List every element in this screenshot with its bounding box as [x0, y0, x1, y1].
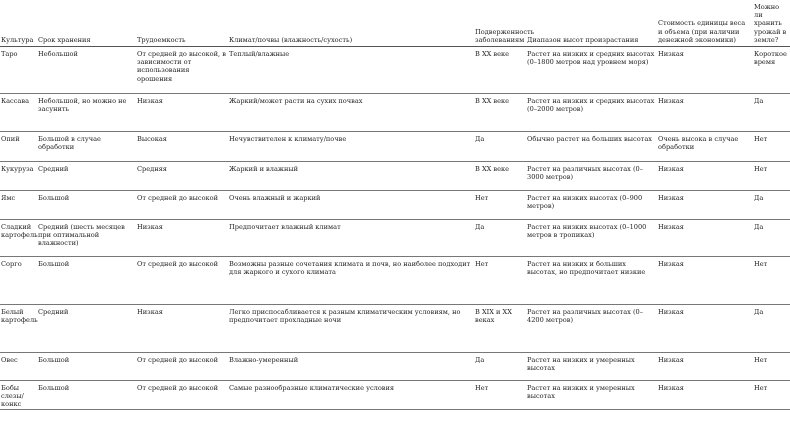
cell-altitude: Растет на низких и умеренных высотах: [526, 381, 657, 410]
cell-labor: Низкая: [136, 220, 228, 257]
cell-store: Нет: [753, 353, 790, 381]
cell-altitude: Растет на различных высотах (0–3000 метров): [526, 162, 657, 191]
cell-disease: В XX веке: [474, 94, 526, 132]
cell-shelf-life: Большой: [37, 257, 136, 305]
table-row: [0, 162, 790, 191]
cell-disease: Да: [474, 353, 526, 381]
header-crop: Культура: [0, 0, 37, 47]
cell-cost: Низкая: [657, 381, 753, 410]
header-shelf-life: Срок хранения: [37, 0, 136, 47]
cell-disease: Да: [474, 220, 526, 257]
cell-crop: Белый картофель: [0, 305, 37, 353]
cell-climate: Нечувствителен к климату/почве: [228, 132, 474, 162]
cell-disease: Нет: [474, 381, 526, 410]
cell-climate: Легко приспосабливается к разным климатическим условиям, но предпочитает прохладные ночи: [228, 305, 474, 353]
cell-shelf-life: Средний (шесть месяцев при оптимальной влажности): [37, 220, 136, 257]
cell-climate: Самые разнообразные климатические условия: [228, 381, 474, 410]
header-cost: Стоимость единицы веса и объема (при наличии денежной экономики): [657, 0, 753, 47]
cell-labor: Низкая: [136, 305, 228, 353]
cell-store: Да: [753, 94, 790, 132]
cell-labor: От средней до высокой: [136, 353, 228, 381]
cell-cost: Низкая: [657, 162, 753, 191]
header-row: [0, 0, 790, 47]
cell-store: Да: [753, 305, 790, 353]
cell-shelf-life: Большой в случае обработки: [37, 132, 136, 162]
cell-cost: Низкая: [657, 220, 753, 257]
cell-climate: Очень влажный и жаркий: [228, 191, 474, 220]
cell-disease: Нет: [474, 257, 526, 305]
cell-labor: От средней до высокой, в зависимости от использования орошения: [136, 47, 228, 94]
cell-cost: Низкая: [657, 47, 753, 94]
cell-labor: От средней до высокой: [136, 381, 228, 410]
cell-altitude: Обычно растет на больших высотах: [526, 132, 657, 162]
header-climate: Климат/почвы (влажность/сухость): [228, 0, 474, 47]
cell-store: Короткое время: [753, 47, 790, 94]
cell-cost: Низкая: [657, 305, 753, 353]
cell-crop: Таро: [0, 47, 37, 94]
cell-store: Нет: [753, 257, 790, 305]
cell-disease: В XIX и XX веках: [474, 305, 526, 353]
cell-cost: Низкая: [657, 191, 753, 220]
cell-crop: Ямс: [0, 191, 37, 220]
cell-store: Да: [753, 191, 790, 220]
cell-cost: Низкая: [657, 257, 753, 305]
cell-disease: В XX веке: [474, 47, 526, 94]
cell-cost: Очень высока в случае обработки: [657, 132, 753, 162]
table-row: [0, 47, 790, 94]
table-row: [0, 132, 790, 162]
cell-store: Нет: [753, 381, 790, 410]
cell-labor: Средняя: [136, 162, 228, 191]
cell-labor: От средней до высокой: [136, 191, 228, 220]
table-row: [0, 220, 790, 257]
cell-altitude: Растет на низких и больших высотах, но предпочитает низкие: [526, 257, 657, 305]
header-disease: Подверженность заболеваниям: [474, 0, 526, 47]
cell-altitude: Растет на низких высотах (0–900 метров): [526, 191, 657, 220]
cell-labor: От средней до высокой: [136, 257, 228, 305]
header-altitude: Диапазон высот произрастания: [526, 0, 657, 47]
cell-climate: Теплый/влажные: [228, 47, 474, 94]
cell-disease: Нет: [474, 191, 526, 220]
cell-shelf-life: Средний: [37, 305, 136, 353]
cell-shelf-life: Большой: [37, 353, 136, 381]
cell-disease: В XX веке: [474, 162, 526, 191]
cell-crop: Сорго: [0, 257, 37, 305]
table-row: [0, 191, 790, 220]
cell-climate: Жаркий/может расти на сухих почвах: [228, 94, 474, 132]
cell-crop: Кукуруза: [0, 162, 37, 191]
cell-shelf-life: Средний: [37, 162, 136, 191]
table-row: [0, 305, 790, 353]
table-row: [0, 381, 790, 410]
cell-crop: Сладкий картофель: [0, 220, 37, 257]
cell-altitude: Растет на низких и средних высотах (0–2000 метров): [526, 94, 657, 132]
cell-cost: Низкая: [657, 94, 753, 132]
cell-altitude: Растет на различных высотах (0–4200 метров): [526, 305, 657, 353]
cell-labor: Низкая: [136, 94, 228, 132]
cell-cost: Низкая: [657, 353, 753, 381]
cell-altitude: Растет на низких высотах (0–1000 метров в тропиках): [526, 220, 657, 257]
cell-climate: Жаркий и влажный: [228, 162, 474, 191]
table-row: [0, 94, 790, 132]
cell-shelf-life: Небольшой: [37, 47, 136, 94]
cell-climate: Возможны разные сочетания климата и почв, но наиболее подходит для жаркого и сухого климата: [228, 257, 474, 305]
cell-crop: Бобы слезы/конкс: [0, 381, 37, 410]
header-store-in-ground: Можно ли хранить урожай в земле?: [753, 0, 790, 47]
cell-store: Нет: [753, 132, 790, 162]
cell-shelf-life: Большой: [37, 381, 136, 410]
cell-altitude: Растет на низких и средних высотах (0–1800 метров над уровнем моря): [526, 47, 657, 94]
cell-crop: Кассава: [0, 94, 37, 132]
cell-store: Да: [753, 220, 790, 257]
cell-disease: Да: [474, 132, 526, 162]
cell-store: Нет: [753, 162, 790, 191]
cell-altitude: Растет на низких и умеренных высотах: [526, 353, 657, 381]
table-row: [0, 353, 790, 381]
cell-climate: Предпочитает влажный климат: [228, 220, 474, 257]
cell-labor: Высокая: [136, 132, 228, 162]
header-labor: Трудоемкость: [136, 0, 228, 47]
cell-climate: Влажно-умеренный: [228, 353, 474, 381]
cell-shelf-life: Большой: [37, 191, 136, 220]
cell-shelf-life: Небольшой, но можно не засунить: [37, 94, 136, 132]
cell-crop: Овес: [0, 353, 37, 381]
cell-crop: Опий: [0, 132, 37, 162]
table-row: [0, 257, 790, 305]
